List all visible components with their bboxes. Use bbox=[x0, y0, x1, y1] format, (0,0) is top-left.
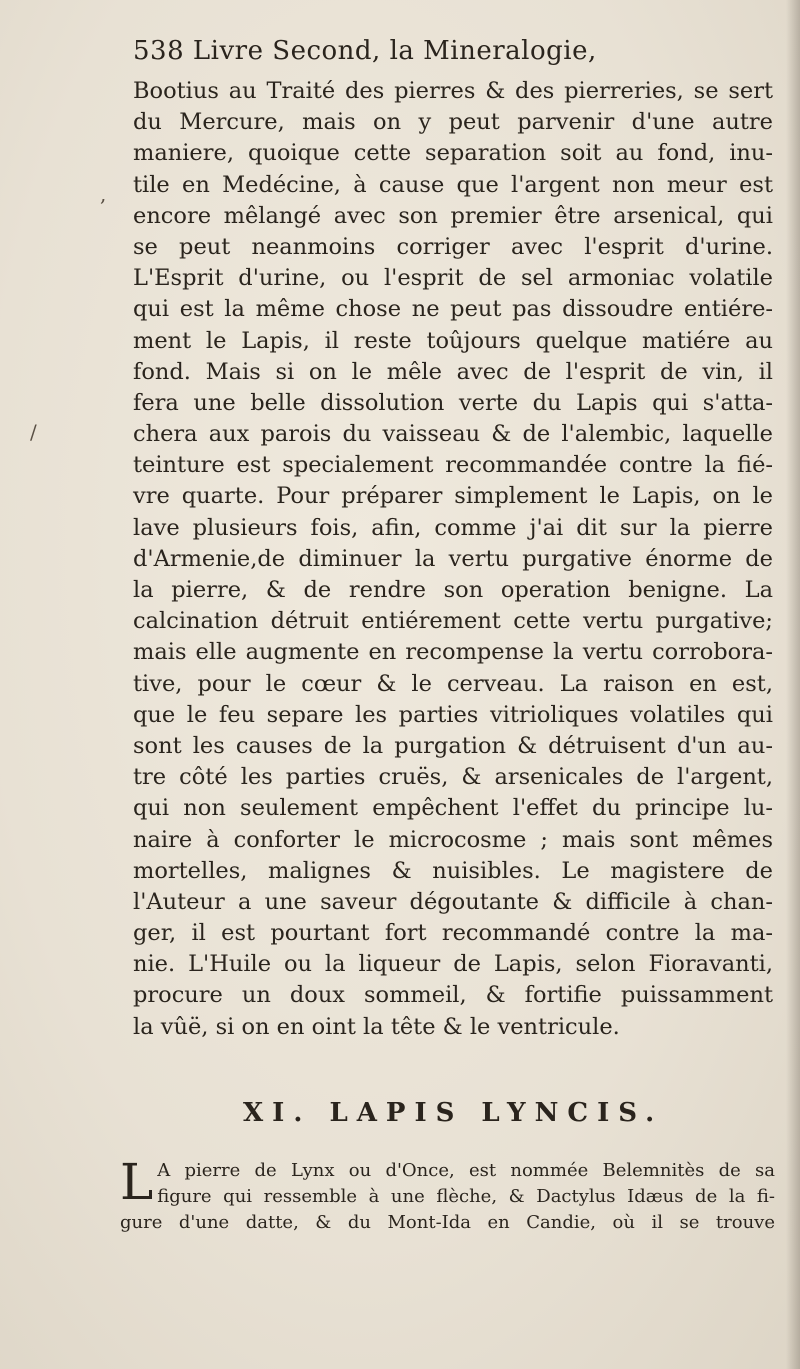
page-number: 538 bbox=[133, 36, 185, 66]
running-header bbox=[133, 36, 773, 76]
text-line: encore mêlangé avec son premier être arsenical, qui bbox=[133, 202, 773, 229]
drop-cap: L bbox=[120, 1153, 154, 1211]
text-line: tile en Medécine, à cause que l'argent non meur est bbox=[133, 171, 773, 198]
text-line: procure un doux sommeil, & fortifie puissamment bbox=[133, 982, 773, 1009]
text-line: se peut neanmoins corriger avec l'esprit d'urine. bbox=[133, 233, 773, 260]
intro-lines bbox=[120, 1153, 775, 1236]
section-intro bbox=[120, 1153, 775, 1236]
running-title: Livre Second, la Mineralogie, bbox=[192, 36, 597, 66]
section-title: XI. LAPIS LYNCIS. bbox=[243, 1098, 664, 1128]
text-line: L'Esprit d'urine, ou l'esprit de sel armoniac volatile bbox=[133, 265, 773, 292]
margin-mark: / bbox=[30, 420, 37, 444]
text-line: tive, pour le cœur & le cerveau. La raison en est, bbox=[133, 670, 773, 697]
text-line: qui non seulement empêchent l'effet du principe lu- bbox=[133, 795, 773, 822]
text-line: du Mercure, mais on y peut parvenir d'une autre bbox=[133, 109, 773, 136]
text-line: ment le Lapis, il reste toûjours quelque matiére au bbox=[133, 327, 773, 354]
text-line: calcination détruit entiérement cette vertu purgative; bbox=[133, 608, 773, 635]
text-line: tre côté les parties cruës, & arsenicales de l'argent, bbox=[133, 764, 773, 791]
text-line: chera aux parois du vaisseau & de l'alembic, laquelle bbox=[133, 421, 773, 448]
text-line: Bootius au Traité des pierres & des pierreries, se sert bbox=[133, 78, 773, 104]
text-line: l'Auteur a une saveur dégoutante & difficile à chan- bbox=[133, 888, 773, 915]
text-line: nie. L'Huile ou la liqueur de Lapis, selon Fioravanti, bbox=[133, 951, 773, 978]
page-edge-shadow bbox=[786, 0, 800, 1369]
text-line: sont les causes de la purgation & détruisent d'un au- bbox=[133, 732, 773, 759]
intro-line: figure qui ressemble à une flèche, & Dactylus Idæus de la fi- bbox=[157, 1186, 775, 1207]
text-line: vre quarte. Pour préparer simplement le Lapis, on le bbox=[133, 483, 773, 510]
text-line: fond. Mais si on le mêle avec de l'esprit de vin, il bbox=[133, 358, 773, 385]
intro-line: A pierre de Lynx ou d'Once, est nommée Belemnitès de sa bbox=[157, 1160, 775, 1181]
intro-line: gure d'une datte, & du Mont-Ida en Candie, où il se trouve bbox=[120, 1212, 775, 1233]
text-line: mortelles, malignes & nuisibles. Le magistere de bbox=[133, 857, 773, 884]
text-line: d'Armenie,de diminuer la vertu purgative énorme de bbox=[133, 545, 773, 572]
text-line: teinture est specialement recommandée contre la fié- bbox=[133, 452, 773, 479]
text-line: naire à conforter le microcosme ; mais sont mêmes bbox=[133, 826, 773, 853]
text-line: ger, il est pourtant fort recommandé contre la ma- bbox=[133, 920, 773, 947]
body-text bbox=[133, 76, 773, 1043]
text-line: la pierre, & de rendre son operation benigne. La bbox=[133, 577, 773, 603]
text-line: fera une belle dissolution verte du Lapis qui s'atta- bbox=[133, 389, 773, 416]
text-line: mais elle augmente en recompense la vertu corrobora- bbox=[133, 639, 773, 666]
text-line: que le feu separe les parties vitrioliques volatiles qui bbox=[133, 701, 773, 728]
text-line: maniere, quoique cette separation soit au fond, inu- bbox=[133, 140, 773, 167]
margin-mark: , bbox=[100, 182, 107, 206]
text-line: la vûë, si on en oint la tête & le ventricule. bbox=[133, 1013, 620, 1040]
text-line: qui est la même chose ne peut pas dissoudre entiére- bbox=[133, 296, 773, 323]
text-line: lave plusieurs fois, afin, comme j'ai dit sur la pierre bbox=[133, 514, 773, 541]
